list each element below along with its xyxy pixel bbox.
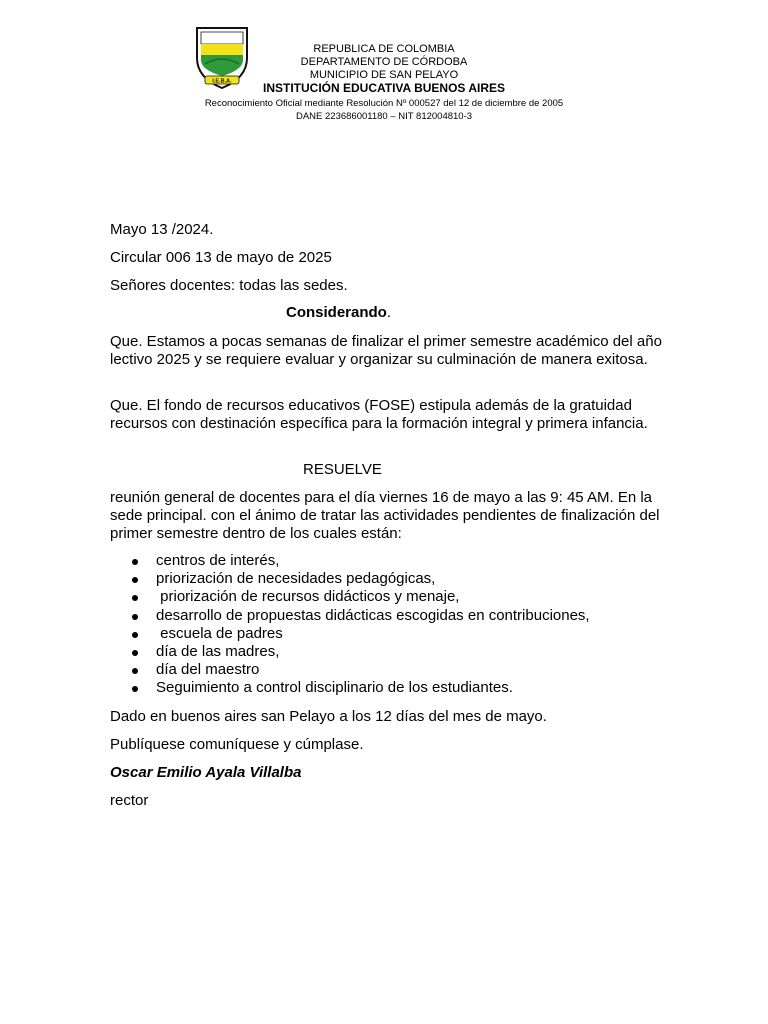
header-country: REPUBLICA DE COLOMBIA [313, 43, 455, 55]
bullet-icon [132, 559, 138, 565]
letter-date: Mayo 13 /2024. [110, 221, 214, 238]
bullet-icon [132, 577, 138, 583]
bullet-icon [132, 632, 138, 638]
header-institution-name: INSTITUCIÓN EDUCATIVA BUENOS AIRES [262, 81, 505, 95]
agenda-list [110, 552, 670, 698]
header-municipality: MUNICIPIO DE SAN PELAYO [309, 69, 459, 81]
resuelve-heading: RESUELVE [303, 461, 382, 478]
header-department: DEPARTAMENTO DE CÓRDOBA [300, 56, 468, 68]
list-item [110, 570, 670, 588]
list-item-text: priorización de recursos didácticos y menaje, [156, 588, 460, 606]
bullet-icon [132, 668, 138, 674]
bullet-icon [132, 595, 138, 601]
shield-banner-text: I.E.B.A. [212, 78, 232, 85]
header-resolution: Reconocimiento Oficial mediante Resolución Nº 000527 del 12 de diciembre de 2005 [204, 98, 564, 109]
considerando-period: . [386, 304, 392, 321]
bullet-icon [132, 686, 138, 692]
considerando-heading [286, 304, 391, 322]
list-item [110, 643, 670, 661]
considerando-text: Considerando [286, 304, 387, 321]
circular-number: Circular 006 13 de mayo de 2025 [110, 249, 332, 266]
list-item-text: día del maestro [156, 661, 260, 679]
bullet-icon [132, 650, 138, 656]
list-item-text: priorización de necesidades pedagógicas, [156, 570, 436, 588]
paragraph-semester: Que. Estamos a pocas semanas de finalizar el primer semestre académico del año lectivo 2025 y se requiere evaluar y organizar su culminación de manera exitosa. [110, 333, 662, 368]
bullet-icon [132, 614, 138, 620]
list-item-text: escuela de padres [156, 624, 283, 642]
given-statement: Dado en buenos aires san Pelayo a los 12 días del mes de mayo. [110, 708, 547, 725]
list-item [110, 661, 670, 679]
list-item-text: centros de interés, [156, 552, 280, 569]
list-item [110, 607, 670, 625]
list-item [110, 679, 670, 697]
paragraph-meeting: reunión general de docentes para el día viernes 16 de mayo a las 9: 45 AM. En la sede principal. con el ánimo de tratar las actividades pendientes de finalización del primer semestre dentro de los cuales están: [110, 489, 660, 542]
list-item [110, 625, 670, 643]
header-ids: DANE 223686001180 – NIT 812004810-3 [295, 111, 473, 122]
publish-statement: Publíquese comuníquese y cúmplase. [110, 736, 364, 753]
list-item-text: desarrollo de propuestas didácticas escogidas en contribuciones, [156, 606, 590, 624]
paragraph-fose: Que. El fondo de recursos educativos (FOSE) estipula además de la gratuidad recursos con destinación específica para la formación integral y primera infancia. [110, 397, 648, 432]
list-item-text: Seguimiento a control disciplinario de los estudiantes. [156, 679, 513, 697]
signer-title: rector [110, 792, 149, 809]
addressee: Señores docentes: todas las sedes. [110, 277, 348, 294]
list-item-text: día de las madres, [156, 642, 280, 660]
signer-name: Oscar Emilio Ayala Villalba [110, 764, 302, 781]
list-item [110, 552, 670, 570]
list-item [110, 588, 670, 606]
